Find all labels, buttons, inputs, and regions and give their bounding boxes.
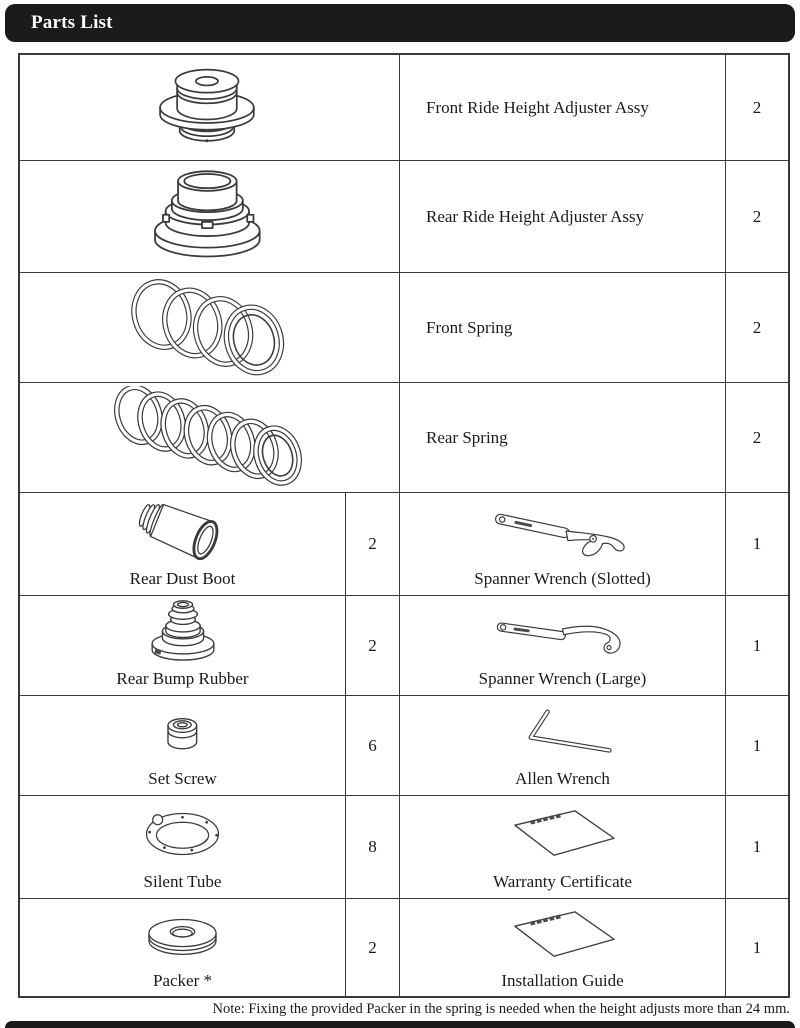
next-section-bar <box>5 1021 795 1028</box>
part-qty: 1 <box>725 696 788 795</box>
part-qty: 2 <box>725 55 788 160</box>
part-image-cell <box>20 383 399 492</box>
part-cell <box>399 493 725 595</box>
table-row <box>20 382 788 492</box>
rear-ride-height-adjuster-image <box>125 166 295 268</box>
page-title: Parts List <box>31 12 113 33</box>
part-name: Rear Dust Boot <box>129 569 236 588</box>
part-name: Silent Tube <box>143 872 222 891</box>
part-name: Set Screw <box>148 769 217 788</box>
part-cell <box>399 596 725 695</box>
set-screw-image <box>152 705 214 761</box>
part-image-cell <box>20 273 399 382</box>
part-name: Spanner Wrench (Large) <box>478 669 647 688</box>
front-ride-height-adjuster-image <box>127 59 292 157</box>
section-header-bar <box>5 4 795 42</box>
part-name: Warranty Certificate <box>493 872 632 891</box>
part-name: Front Spring <box>399 273 725 382</box>
part-qty: 2 <box>725 161 788 272</box>
front-spring-image <box>95 276 325 380</box>
part-qty: 8 <box>345 796 399 898</box>
part-name: Installation Guide <box>501 971 624 990</box>
part-cell <box>20 493 345 595</box>
part-name: Rear Spring <box>399 383 725 492</box>
spanner-wrench-large-image <box>460 601 665 665</box>
footnote: Note: Fixing the provided Packer in the spring is needed when the height adjusts more than 24 mm. <box>212 1001 790 1017</box>
part-name: Packer * <box>152 971 212 990</box>
table-row <box>20 898 788 997</box>
part-name: Rear Ride Height Adjuster Assy <box>399 161 725 272</box>
part-qty: 1 <box>725 899 788 997</box>
rear-bump-rubber-image <box>128 597 238 669</box>
part-cell <box>20 796 345 898</box>
part-qty: 2 <box>345 493 399 595</box>
table-row <box>20 160 788 272</box>
silent-tube-image <box>100 803 265 865</box>
part-name: Rear Bump Rubber <box>116 669 249 688</box>
part-qty: 1 <box>725 596 788 695</box>
warranty-certificate-image <box>475 803 650 865</box>
part-image-cell <box>20 55 399 160</box>
table-row <box>20 695 788 795</box>
allen-wrench-image <box>468 704 658 762</box>
part-image-cell <box>20 161 399 272</box>
table-row <box>20 55 788 160</box>
table-row <box>20 492 788 595</box>
part-qty: 2 <box>345 596 399 695</box>
table-row <box>20 272 788 382</box>
part-name: Front Ride Height Adjuster Assy <box>399 55 725 160</box>
part-qty: 1 <box>725 796 788 898</box>
installation-guide-image <box>475 904 650 966</box>
packer-image <box>115 906 250 964</box>
part-qty: 1 <box>725 493 788 595</box>
part-cell <box>20 696 345 795</box>
part-cell <box>20 899 345 997</box>
part-qty: 2 <box>345 899 399 997</box>
parts-table <box>18 53 790 998</box>
part-qty: 2 <box>725 383 788 492</box>
part-qty: 6 <box>345 696 399 795</box>
part-qty: 2 <box>725 273 788 382</box>
rear-dust-boot-image <box>108 496 258 566</box>
part-name: Spanner Wrench (Slotted) <box>474 569 651 588</box>
spanner-wrench-slotted-image <box>460 498 665 564</box>
table-row <box>20 795 788 898</box>
part-cell <box>399 899 725 997</box>
part-cell <box>20 596 345 695</box>
part-cell <box>399 696 725 795</box>
table-row <box>20 595 788 695</box>
rear-spring-image <box>86 386 334 490</box>
part-cell <box>399 796 725 898</box>
part-name: Allen Wrench <box>515 769 610 788</box>
